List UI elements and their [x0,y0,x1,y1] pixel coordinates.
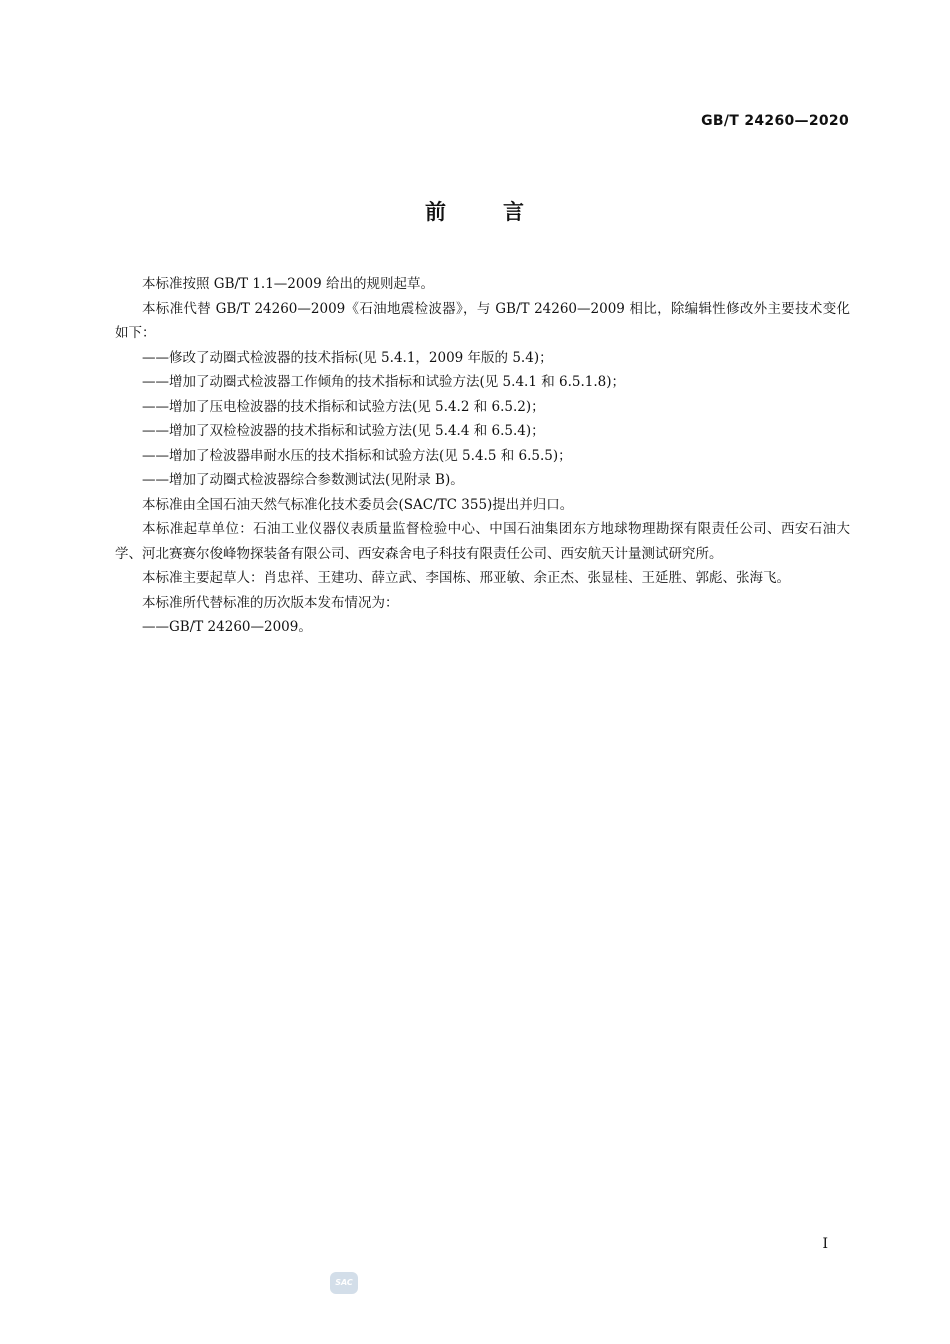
standard-number: GB/T 24260—2020 [701,113,849,129]
sac-logo-watermark: SAC [330,1272,358,1294]
change-item: ——增加了压电检波器的技术指标和试验方法(见 5.4.2 和 6.5.2)； [142,398,545,415]
paragraph-drafting-rules: 本标准按照 GB/T 1.1—2009 给出的规则起草。 [142,276,434,292]
change-item: ——增加了动圈式检波器工作倾角的技术指标和试验方法(见 5.4.1 和 6.5.1.8)； [142,374,625,390]
paragraph-history-intro: 本标准所代替标准的历次版本发布情况为： [142,594,399,611]
paragraph-proposer: 本标准由全国石油天然气标准化技术委员会(SAC/TC 355)提出并归口。 [142,496,574,513]
paragraph-drafters: 本标准主要起草人：肖忠祥、王建功、薛立武、李国栋、邢亚敏、余正杰、张显桂、王延胜、郭彪、张海飞。 [142,570,790,586]
title-char-2: 言 [503,200,525,224]
paragraph-replacement: 本标准代替 GB/T 24260—2009《石油地震检波器》，与 GB/T 24260—2009 相比，除编辑性修改外主要技术变化如下： [115,300,850,341]
history-item: ——GB/T 24260—2009。 [142,619,312,635]
page-title [0,196,950,226]
page-number: I [822,1236,828,1252]
title-char-1: 前 [425,200,447,224]
paragraph-drafting-units: 本标准起草单位：石油工业仪器仪表质量监督检验中心、中国石油集团东方地球物理勘探有限责任公司、西安石油大学、河北赛赛尔俊峰物探装备有限公司、西安森舍电子科技有限责任公司、西安航天计量测试研究所。 [115,521,850,562]
change-item: ——增加了动圈式检波器综合参数测试法(见附录 B)。 [142,472,464,488]
change-item: ——增加了检波器串耐水压的技术指标和试验方法(见 5.4.5 和 6.5.5)； [142,447,572,464]
change-item: ——增加了双检检波器的技术指标和试验方法(见 5.4.4 和 6.5.4)； [142,423,545,439]
change-item: ——修改了动圈式检波器的技术指标(见 5.4.1，2009 年版的 5.4)； [142,349,553,366]
foreword-body [115,272,850,640]
